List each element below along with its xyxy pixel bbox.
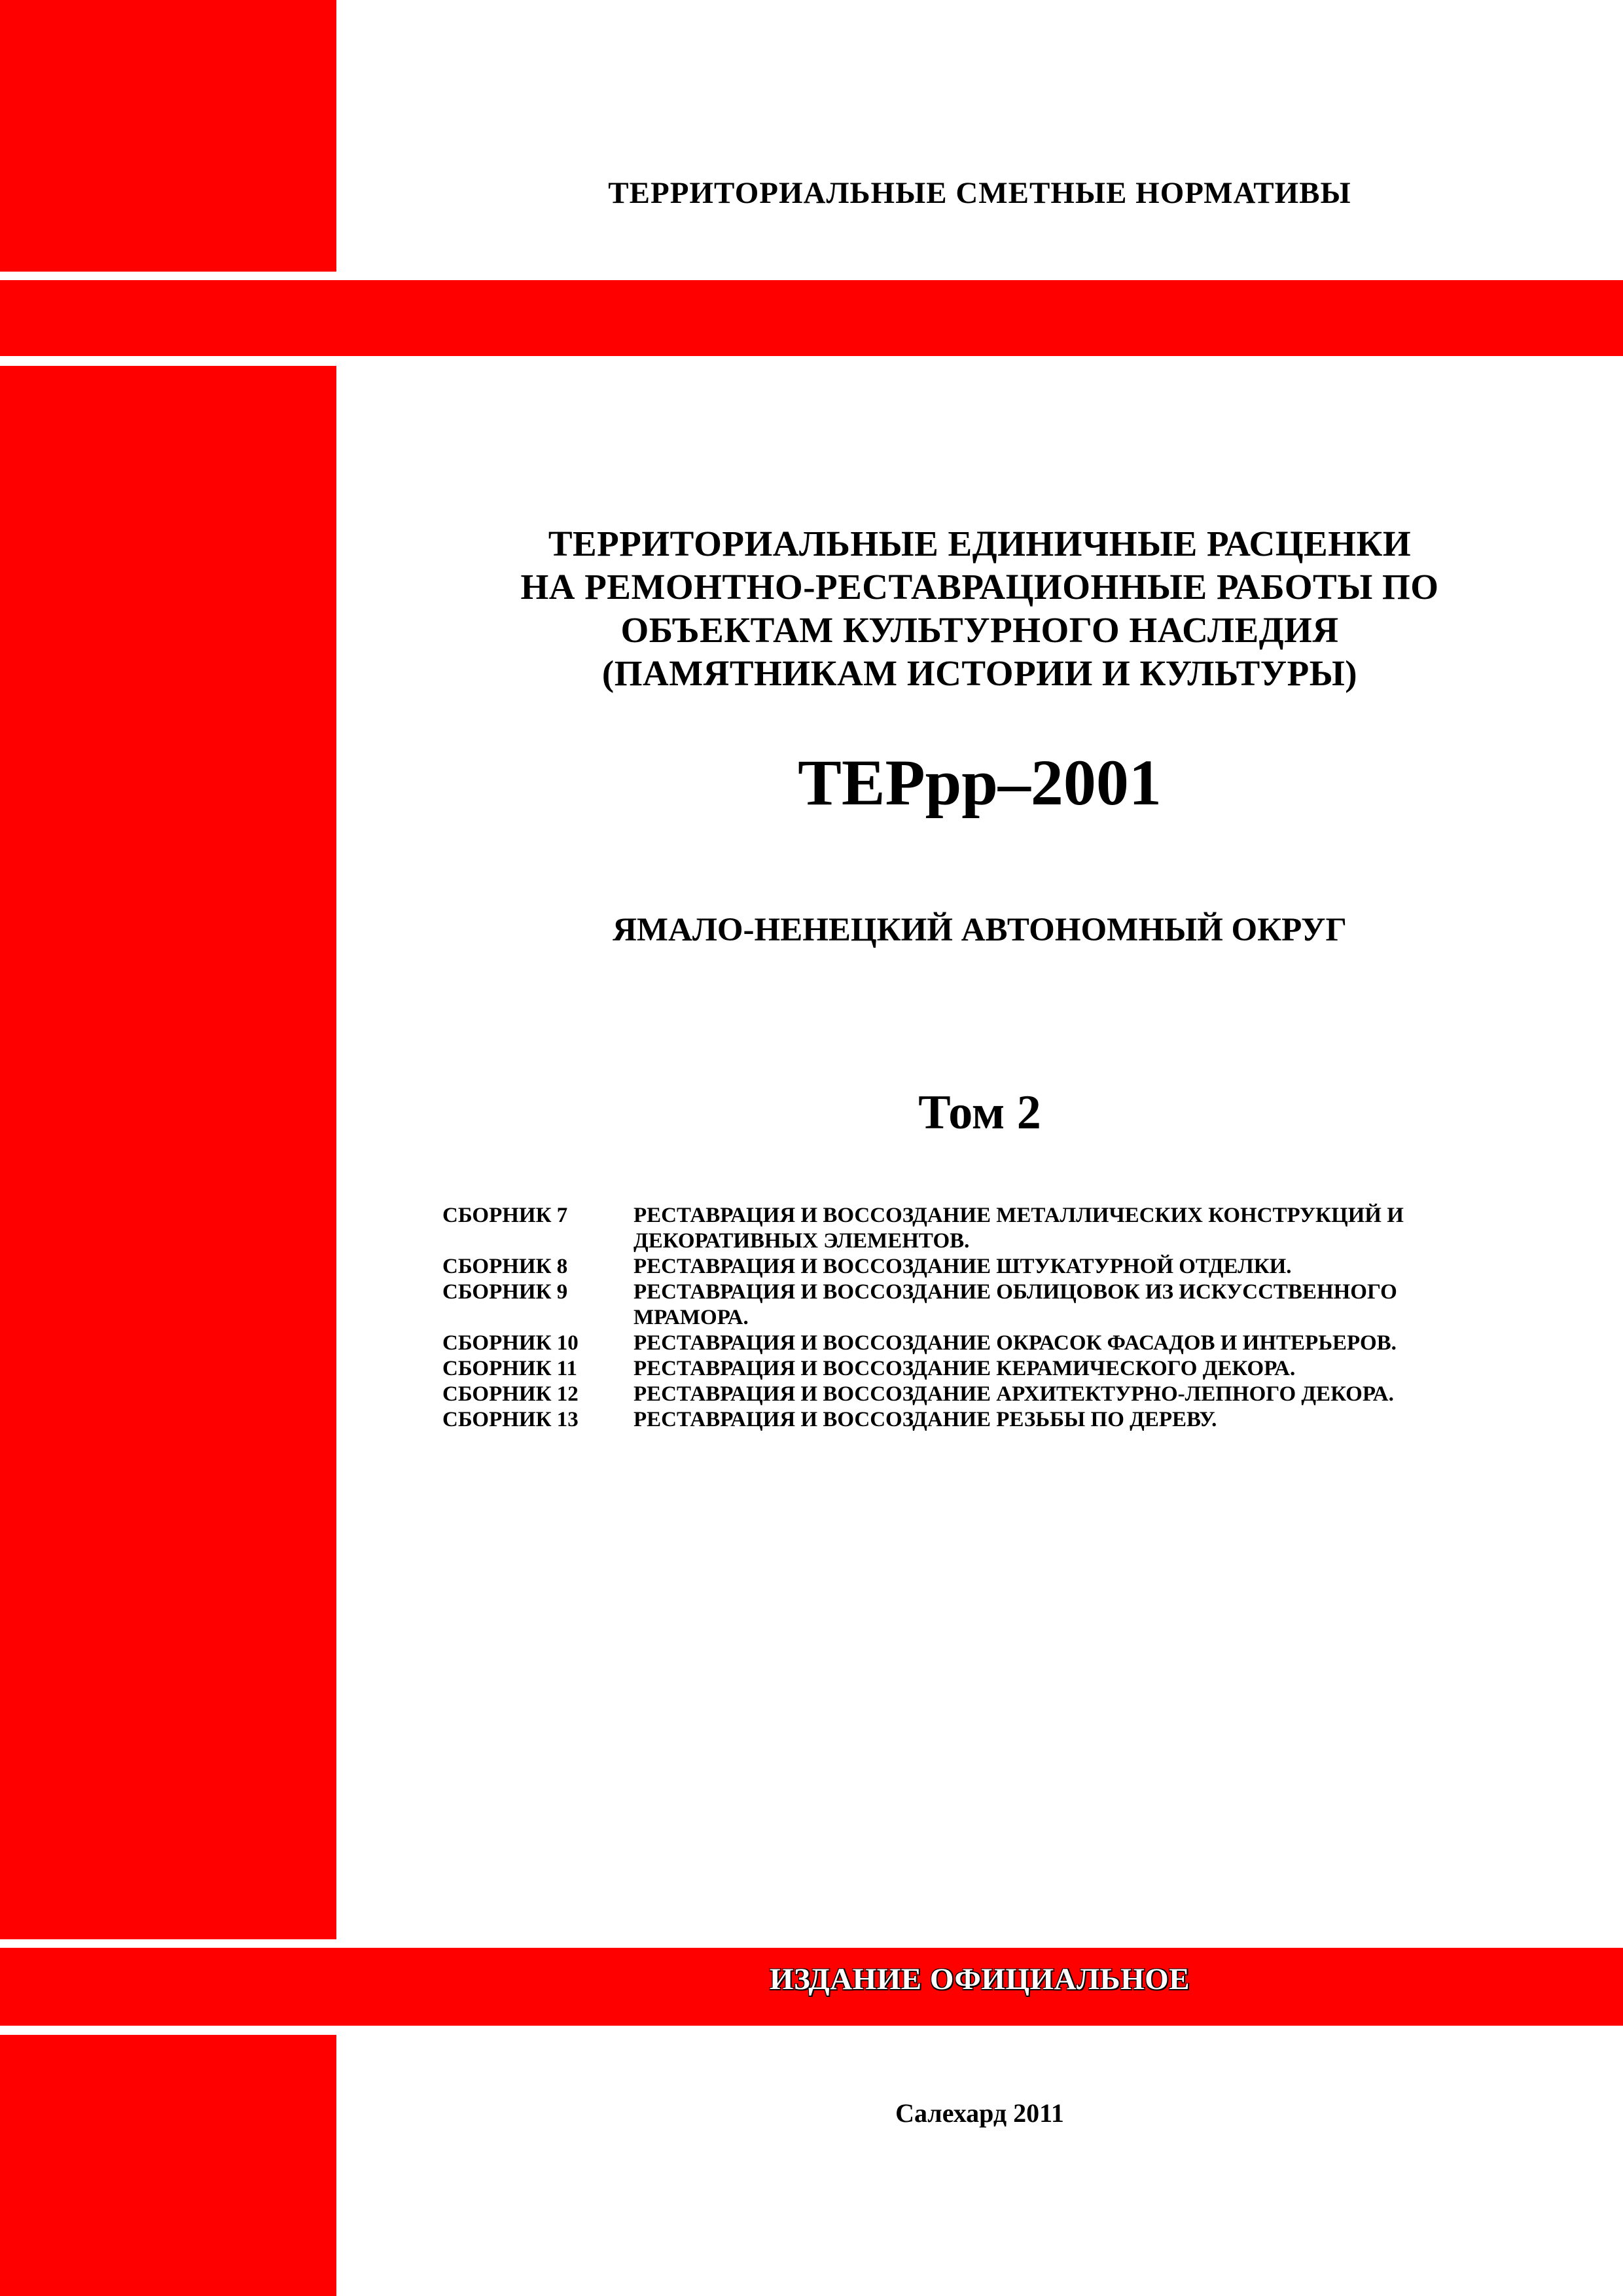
collection-title: РЕСТАВРАЦИЯ И ВОССОЗДАНИЕ МЕТАЛЛИЧЕСКИХ КОНСТРУКЦИЙ И ДЕКОРАТИВНЫХ ЭЛЕМЕНТОВ. [633, 1204, 1404, 1253]
collection-title: РЕСТАВРАЦИЯ И ВОССОЗДАНИЕ ШТУКАТУРНОЙ ОТДЕЛКИ. [633, 1255, 1292, 1278]
collection-title: РЕСТАВРАЦИЯ И ВОССОЗДАНИЕ РЕЗЬБЫ ПО ДЕРЕВУ. [633, 1408, 1217, 1431]
collection-item [442, 1407, 1444, 1433]
region-name: ЯМАЛО-НЕНЕЦКИЙ АВТОНОМНЫЙ ОКРУГ [613, 912, 1347, 948]
collection-item [442, 1254, 1444, 1280]
collection-label: СБОРНИК 13 [442, 1408, 579, 1431]
main-title-line: (ПАМЯТНИКАМ ИСТОРИИ И КУЛЬТУРЫ) [601, 653, 1358, 693]
place-and-year: Салехард 2011 [895, 2098, 1064, 2128]
collection-title: РЕСТАВРАЦИЯ И ВОССОЗДАНИЕ КЕРАМИЧЕСКОГО ДЕКОРА. [633, 1357, 1296, 1380]
collection-title: РЕСТАВРАЦИЯ И ВОССОЗДАНИЕ АРХИТЕКТУРНО-ЛЕПНОГО ДЕКОРА. [633, 1382, 1394, 1406]
edition-label: ИЗДАНИЕ ОФИЦИАЛЬНОЕ [769, 1962, 1190, 1996]
collection-label: СБОРНИК 7 [442, 1204, 568, 1227]
collection-title: РЕСТАВРАЦИЯ И ВОССОЗДАНИЕ ОБЛИЦОВОК ИЗ ИСКУССТВЕННОГО МРАМОРА. [633, 1280, 1397, 1329]
volume-number: Том 2 [918, 1086, 1041, 1139]
collection-item [442, 1331, 1444, 1356]
main-title-line: ОБЪЕКТАМ КУЛЬТУРНОГО НАСЛЕДИЯ [620, 610, 1339, 650]
left-red-bar-middle [0, 366, 336, 1939]
series-title: ТЕРРИТОРИАЛЬНЫЕ СМЕТНЫЕ НОРМАТИВЫ [608, 176, 1351, 210]
collection-item [442, 1356, 1444, 1382]
main-title [336, 522, 1623, 695]
collection-item [442, 1203, 1444, 1254]
main-title-line: НА РЕМОНТНО-РЕСТАВРАЦИОННЫЕ РАБОТЫ ПО [520, 567, 1439, 607]
collection-item [442, 1382, 1444, 1407]
top-red-band [0, 280, 1623, 356]
collection-label: СБОРНИК 9 [442, 1280, 568, 1304]
collection-label: СБОРНИК 11 [442, 1357, 577, 1380]
collection-item [442, 1280, 1444, 1331]
left-red-bar-bottom [0, 2035, 336, 2296]
collection-label: СБОРНИК 8 [442, 1255, 568, 1278]
collection-label: СБОРНИК 12 [442, 1382, 579, 1406]
main-title-line: ТЕРРИТОРИАЛЬНЫЕ ЕДИНИЧНЫЕ РАСЦЕНКИ [548, 524, 1412, 564]
collection-label: СБОРНИК 10 [442, 1331, 579, 1355]
collections-list [442, 1203, 1444, 1433]
collection-title: РЕСТАВРАЦИЯ И ВОССОЗДАНИЕ ОКРАСОК ФАСАДОВ И ИНТЕРЬЕРОВ. [633, 1331, 1397, 1355]
document-code: ТЕРрр–2001 [798, 746, 1162, 819]
left-red-bar-top [0, 0, 336, 272]
